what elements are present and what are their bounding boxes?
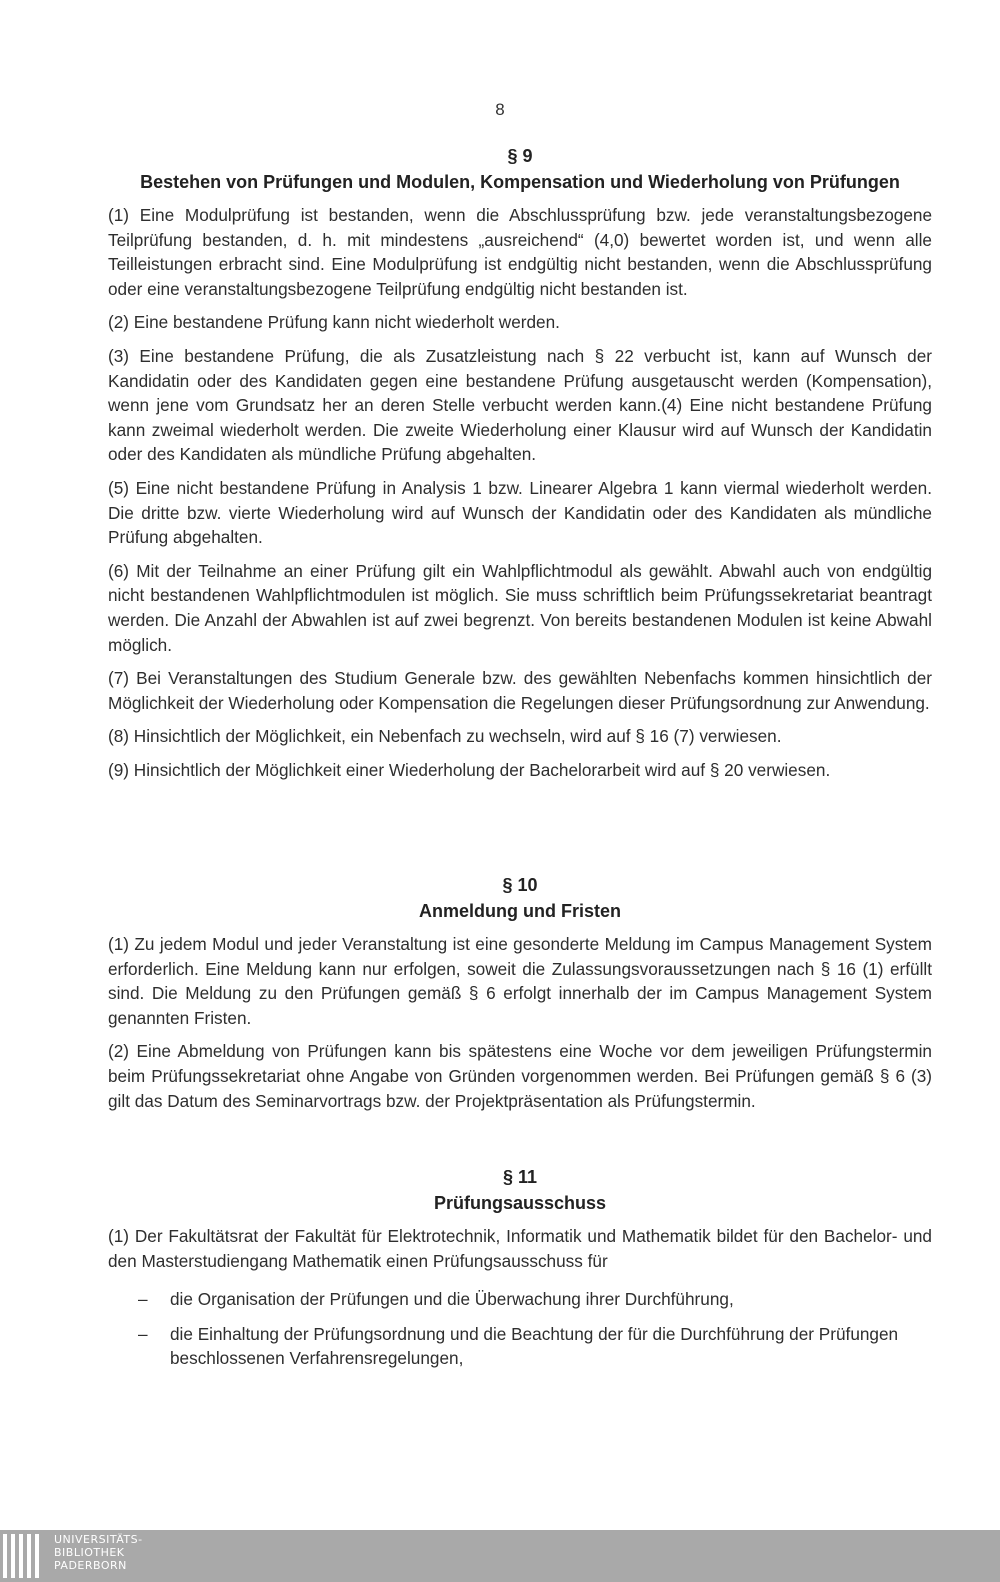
- library-name-line-2: BIBLIOTHEK: [54, 1546, 125, 1559]
- section-9-paragraph-5: (5) Eine nicht bestandene Prüfung in Analysis 1 bzw. Linearer Algebra 1 kann viermal wiederholt werden. Die dritte bzw. vierte Wiederholung wird auf Wunsch der Kandidatin oder des Kandidaten als mündliche Prüfung abgehalten.: [108, 477, 932, 548]
- section-9-paragraph-6: (6) Mit der Teilnahme an einer Prüfung gilt ein Wahlpflichtmodul als gewählt. Abwahl auch von endgültig nicht bestandenen Wahlpflichtmodulen ist möglich. Sie muss schriftlich beim Prüfungssekretariat beantragt werden. Die Anzahl der Abwahlen ist auf zwei begrenzt. Von bereits bestandenen Modulen ist keine Abwahl möglich.: [108, 560, 932, 655]
- section-9-paragraph-3: (3) Eine bestandene Prüfung, die als Zusatzleistung nach § 22 verbucht ist, kann auf Wunsch der Kandidatin oder des Kandidaten gegen eine bestandene Prüfung ausgetauscht werden (Kompensation), wenn jene vom Grundsatz her an deren Stelle verbucht werden kann.(4) Eine nicht bestandene Prüfung kann zweimal wiederholt werden. Die zweite Wiederholung einer Klausur wird auf Wunsch der Kandidatin oder des Kandidaten als mündliche Prüfung abgehalten.: [108, 345, 932, 465]
- list-item: [108, 1322, 932, 1371]
- list-item-text: die Einhaltung der Prüfungsordnung und die Beachtung der für die Durchführung der Prüfungen beschlossenen Verfahrensregelungen,: [170, 1323, 899, 1369]
- section-10-paragraph-2: (2) Eine Abmeldung von Prüfungen kann bis spätestens eine Woche vor dem jeweiligen Prüfungstermin beim Prüfungssekretariat ohne Angabe von Gründen vorgenommen werden. Bei Prüfungen gemäß § 6 (3) gilt das Datum des Seminarvortrags bzw. der Projektpräsentation als Prüfungstermin.: [108, 1041, 932, 1111]
- section-9-paragraph-9: (9) Hinsichtlich der Möglichkeit einer Wiederholung der Bachelorarbeit wird auf § 20 verwiesen.: [108, 759, 831, 780]
- section-11-symbol: § 11: [502, 1167, 538, 1187]
- section-9-paragraph-7: (7) Bei Veranstaltungen des Studium Generale bzw. des gewählten Nebenfachs kommen hinsichtlich der Möglichkeit der Wiederholung oder Kompensation die Regelungen dieser Prüfungsordnung zur Anwendung.: [108, 668, 932, 713]
- section-9-title: Bestehen von Prüfungen und Modulen, Kompensation und Wiederholung von Prüfungen: [140, 172, 900, 192]
- dash-bullet: –: [138, 1323, 148, 1344]
- section-11-list: [108, 1287, 932, 1371]
- dash-bullet: –: [138, 1289, 148, 1310]
- list-item-text: die Organisation der Prüfungen und die Überwachung ihrer Durchführung,: [170, 1289, 734, 1310]
- section-10: [108, 872, 932, 1122]
- section-10-symbol: § 10: [502, 875, 538, 895]
- page-number: 8: [495, 100, 505, 119]
- section-10-paragraph-1: (1) Zu jedem Modul und jeder Veranstaltung ist eine gesonderte Meldung im Campus Management System erforderlich. Eine Meldung kann nur erfolgen, soweit die Zulassungsvoraussetzungen nach § 16 (1) erfüllt sind. Die Meldung zu den Prüfungen gemäß § 6 erfolgt innerhalb der im Campus Management System genannten Fristen.: [108, 934, 932, 1028]
- section-11-paragraph-1: (1) Der Fakultätsrat der Fakultät für Elektrotechnik, Informatik und Mathematik bildet für den Bachelor- und den Masterstudiengang Mathematik einen Prüfungsausschuss für: [108, 1226, 932, 1271]
- section-9-paragraph-2: (2) Eine bestandene Prüfung kann nicht wiederholt werden.: [108, 312, 560, 333]
- section-9-paragraph-1: (1) Eine Modulprüfung ist bestanden, wenn die Abschlussprüfung bzw. jede veranstaltungsbezogene Teilprüfung bestanden, d. h. mit mindestens „ausreichend“ (4,0) bewertet worden ist, und wenn alle Teilleistungen erbracht sind. Eine Modulprüfung ist endgültig nicht bestanden, wenn die Abschlussprüfung oder eine veranstaltungsbezogene Teilprüfung endgültig nicht bestanden ist.: [108, 205, 932, 299]
- library-logo-text: [54, 1533, 143, 1572]
- section-9: [108, 143, 932, 791]
- library-name-line-3: PADERBORN: [54, 1559, 127, 1572]
- list-item: [108, 1287, 932, 1312]
- section-11-title: Prüfungsausschuss: [433, 1193, 607, 1213]
- section-9-paragraph-8: (8) Hinsichtlich der Möglichkeit, ein Nebenfach zu wechseln, wird auf § 16 (7) verwiesen.: [108, 726, 782, 747]
- section-10-title: Anmeldung und Fristen: [419, 901, 621, 921]
- section-9-symbol: § 9: [507, 146, 533, 166]
- library-logo-icon: [0, 1534, 40, 1578]
- library-name-line-1: UNIVERSITÄTS-: [54, 1533, 143, 1546]
- library-footer-banner: [0, 1530, 1000, 1582]
- section-11: [108, 1164, 932, 1381]
